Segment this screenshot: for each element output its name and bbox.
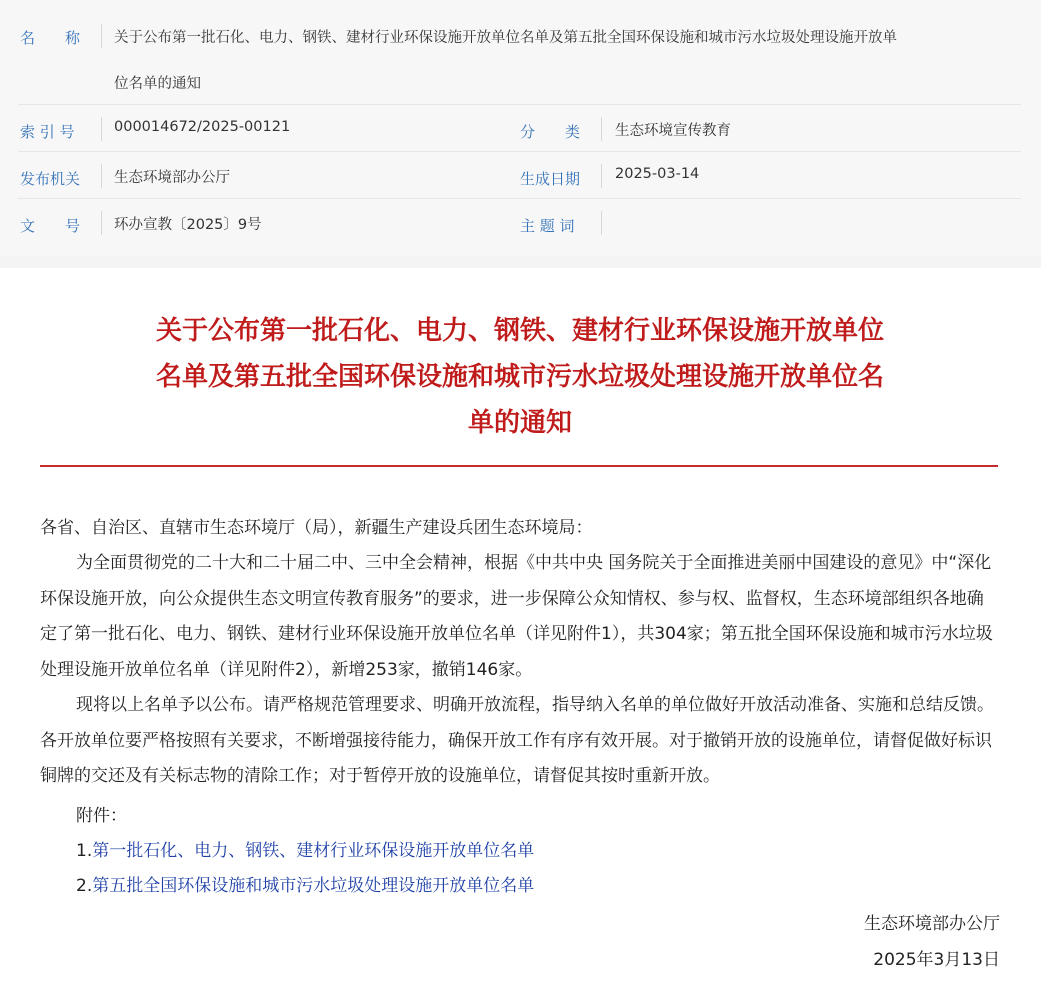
- title-divider: [40, 465, 998, 467]
- article-title: [100, 308, 940, 446]
- index-separator: [101, 117, 102, 141]
- index-value: 000014672/2025-00121: [114, 119, 291, 135]
- sign-date: 2025年3月13日: [873, 950, 1000, 970]
- salutation: 各省、自治区、直辖市生态环境厅（局），新疆生产建设兵团生态环境局：: [40, 518, 593, 538]
- name-separator: [101, 24, 102, 48]
- attachment-item-1: [40, 834, 1000, 870]
- article-body: [0, 268, 1041, 982]
- signature: 生态环境部办公厅: [864, 914, 1000, 934]
- row-divider: [18, 104, 1021, 105]
- attachment-1-number: 1.: [76, 841, 93, 861]
- paragraph-2: 现将以上名单予以公布。请严格规范管理要求、明确开放流程，指导纳入名单的单位做好开放活动准备、实施和总结反馈。各开放单位要严格按照有关要求，不断增强接待能力，确保开放工作有序有效开展。对于撤销开放的设施单位，请督促做好标识铜牌的交还及有关标志物的清除工作；对于暂停开放的设施单位，请督促其按时重新开放。: [40, 695, 994, 786]
- document-metadata-panel: [0, 0, 1041, 256]
- title-line-1: 关于公布第一批石化、电力、钢铁、建材行业环保设施开放单位: [155, 316, 884, 346]
- attachment-2-link[interactable]: 第五批全国环保设施和城市污水垃圾处理设施开放单位名单: [92, 876, 535, 896]
- issuer-separator: [101, 164, 102, 188]
- docno-separator: [101, 211, 102, 235]
- date-separator: [601, 164, 602, 188]
- name-label: 名 称: [20, 29, 81, 47]
- topic-separator: [601, 211, 602, 235]
- row-divider: [18, 151, 1021, 152]
- issuer-value: 生态环境部办公厅: [114, 170, 230, 186]
- attachment-2-number: 2.: [76, 876, 93, 896]
- attachment-item-2: [40, 869, 1000, 905]
- row-divider: [18, 198, 1021, 199]
- name-value-line1: 关于公布第一批石化、电力、钢铁、建材行业环保设施开放单位名单及第五批全国环保设施和城市污水垃圾处理设施开放单: [114, 30, 897, 46]
- issuer-label: 发布机关: [20, 170, 81, 188]
- name-value-line2: 位名单的通知: [114, 76, 201, 92]
- attachment-1-link[interactable]: 第一批石化、电力、钢铁、建材行业环保设施开放单位名单: [92, 841, 535, 861]
- paragraph-1: 为全面贯彻党的二十大和二十届二中、三中全会精神，根据《中共中央 国务院关于全面推进美丽中国建设的意见》中“深化环保设施开放，向公众提供生态文明宣传教育服务”的要求，进一步保障公众知情权、参与权、监督权，生态环境部组织各地确定了第一批石化、电力、钢铁、建材行业环保设施开放单位名单（详见附件1），共304家；第五批全国环保设施和城市污水垃圾处理设施开放单位名单（详见附件2），新增253家，撤销146家。: [40, 553, 993, 680]
- date-label: 生成日期: [520, 170, 581, 188]
- category-separator: [601, 117, 602, 141]
- topic-label: 主 题 词: [520, 217, 575, 235]
- attachments-label: 附件：: [76, 806, 127, 826]
- docno-label: 文 号: [20, 217, 81, 235]
- docno-value: 环办宣教〔2025〕9号: [114, 217, 262, 233]
- index-label: 索 引 号: [20, 123, 75, 141]
- date-value: 2025-03-14: [615, 166, 700, 182]
- title-line-2: 名单及第五批全国环保设施和城市污水垃圾处理设施开放单位名: [155, 362, 884, 392]
- category-value: 生态环境宣传教育: [615, 123, 731, 139]
- category-label: 分 类: [520, 123, 581, 141]
- title-line-3: 单的通知: [467, 408, 572, 438]
